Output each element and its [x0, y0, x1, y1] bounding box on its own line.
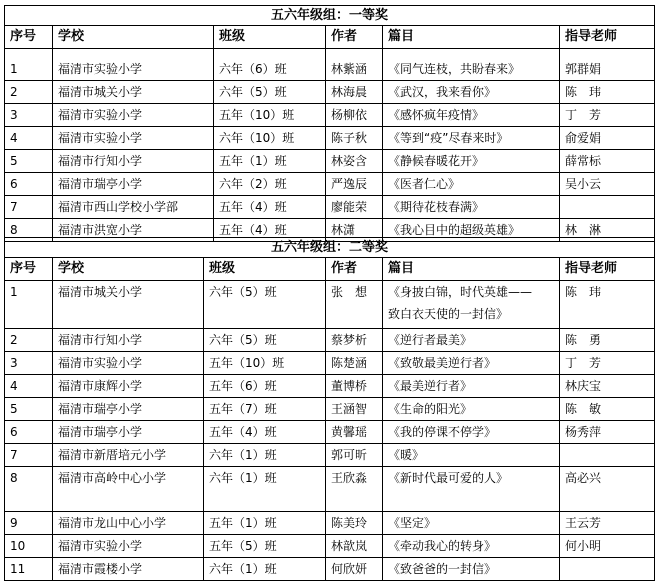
cell-author: 林海晨	[326, 81, 383, 104]
cell-num: 4	[5, 375, 53, 398]
cell-teacher: 林庆宝	[560, 375, 655, 398]
cell-teacher: 陈 敏	[560, 398, 655, 421]
cell-piece: 《等到“疫”尽春来时》	[383, 127, 560, 150]
cell-author: 董博桥	[326, 375, 383, 398]
section-title: 五六年级组：一等奖	[5, 6, 655, 26]
cell-school: 福清市行知小学	[53, 150, 214, 173]
cell-author: 杨柳依	[326, 104, 383, 127]
header-num: 序号	[5, 26, 53, 49]
header-school: 学校	[53, 26, 214, 49]
cell-author: 王涵智	[326, 398, 383, 421]
table-row	[5, 352, 655, 375]
table-row	[5, 81, 655, 104]
cell-class: 五年（7）班	[204, 398, 326, 421]
cell-teacher: 王云芳	[560, 512, 655, 535]
cell-class: 五年（10）班	[214, 104, 326, 127]
cell-class: 五年（6）班	[204, 375, 326, 398]
cell-teacher: 陈 玮	[560, 281, 655, 329]
cell-piece: 《致敬最美逆行者》	[383, 352, 560, 375]
cell-teacher: 杨秀萍	[560, 421, 655, 444]
cell-piece: 《致爸爸的一封信》	[383, 558, 560, 581]
header-row	[5, 258, 655, 281]
cell-author: 林潇	[326, 219, 383, 242]
cell-teacher: 林 淋	[560, 219, 655, 242]
cell-author: 黄馨瑶	[326, 421, 383, 444]
cell-num: 3	[5, 352, 53, 375]
section-title: 五六年级组：二等奖	[5, 238, 655, 258]
cell-school: 福清市实验小学	[53, 535, 204, 558]
piece-line-1: 《身披白锦，时代英雄——	[388, 285, 533, 299]
cell-school: 福清市实验小学	[53, 352, 204, 375]
cell-num: 1	[5, 49, 53, 81]
header-author: 作者	[326, 258, 383, 281]
cell-author: 何欣妍	[326, 558, 383, 581]
cell-author: 林紫涵	[326, 49, 383, 81]
cell-author: 陈美玲	[326, 512, 383, 535]
cell-num: 4	[5, 127, 53, 150]
cell-class: 六年（10）班	[214, 127, 326, 150]
cell-teacher: 郭群娟	[560, 49, 655, 81]
cell-author: 郭可昕	[326, 444, 383, 467]
second-prize-table	[4, 237, 655, 581]
cell-teacher: 陈 勇	[560, 329, 655, 352]
cell-teacher	[560, 558, 655, 581]
cell-piece: 《医者仁心》	[383, 173, 560, 196]
cell-school: 福清市城关小学	[53, 81, 214, 104]
cell-class: 六年（5）班	[214, 81, 326, 104]
header-author: 作者	[326, 26, 383, 49]
cell-teacher: 何小明	[560, 535, 655, 558]
cell-num: 7	[5, 444, 53, 467]
cell-school: 福清市龙山中心小学	[53, 512, 204, 535]
cell-class: 六年（6）班	[214, 49, 326, 81]
cell-num: 9	[5, 512, 53, 535]
cell-school: 福清市城关小学	[53, 281, 204, 329]
cell-class: 五年（10）班	[204, 352, 326, 375]
cell-author: 张 想	[326, 281, 383, 329]
cell-num: 11	[5, 558, 53, 581]
table-row	[5, 127, 655, 150]
cell-class: 六年（5）班	[204, 329, 326, 352]
table-row	[5, 281, 655, 329]
header-piece: 篇目	[383, 26, 560, 49]
table-row	[5, 421, 655, 444]
cell-school: 福清市新厝培元小学	[53, 444, 204, 467]
header-class: 班级	[214, 26, 326, 49]
table-row	[5, 49, 655, 81]
cell-num: 10	[5, 535, 53, 558]
cell-class: 五年（5）班	[204, 535, 326, 558]
cell-author: 陈子秋	[326, 127, 383, 150]
cell-piece: 《期待花枝春满》	[383, 196, 560, 219]
cell-teacher: 俞爱娟	[560, 127, 655, 150]
cell-piece: 《坚定》	[383, 512, 560, 535]
cell-school: 福清市西山学校小学部	[53, 196, 214, 219]
header-teacher: 指导老师	[560, 26, 655, 49]
cell-school: 福清市瑞亭小学	[53, 173, 214, 196]
cell-teacher: 高必兴	[560, 467, 655, 512]
cell-piece: 《逆行者最美》	[383, 329, 560, 352]
cell-piece: 《最美逆行者》	[383, 375, 560, 398]
cell-teacher: 丁 芳	[560, 104, 655, 127]
cell-num: 2	[5, 81, 53, 104]
table-row	[5, 444, 655, 467]
cell-school: 福清市实验小学	[53, 127, 214, 150]
cell-school: 福清市实验小学	[53, 49, 214, 81]
table-row	[5, 558, 655, 581]
table-row	[5, 329, 655, 352]
cell-school: 福清市洪宽小学	[53, 219, 214, 242]
header-teacher: 指导老师	[560, 258, 655, 281]
table-row	[5, 150, 655, 173]
cell-teacher: 薛常标	[560, 150, 655, 173]
cell-school: 福清市高岭中心小学	[53, 467, 204, 512]
cell-school: 福清市行知小学	[53, 329, 204, 352]
cell-num: 6	[5, 421, 53, 444]
cell-author: 林歆岚	[326, 535, 383, 558]
cell-class: 五年（4）班	[214, 196, 326, 219]
cell-author: 陈楚涵	[326, 352, 383, 375]
cell-school: 福清市霞楼小学	[53, 558, 204, 581]
cell-class: 五年（4）班	[204, 421, 326, 444]
cell-piece: 《新时代最可爱的人》	[383, 467, 560, 512]
cell-class: 六年（1）班	[204, 558, 326, 581]
cell-num: 1	[5, 281, 53, 329]
table-row	[5, 104, 655, 127]
cell-piece: 《暖》	[383, 444, 560, 467]
cell-num: 7	[5, 196, 53, 219]
table-row	[5, 512, 655, 535]
table-row	[5, 467, 655, 512]
cell-school: 福清市瑞亭小学	[53, 421, 204, 444]
cell-teacher: 丁 芳	[560, 352, 655, 375]
cell-piece: 《同气连枝，共盼春来》	[383, 49, 560, 81]
header-school: 学校	[53, 258, 204, 281]
cell-num: 2	[5, 329, 53, 352]
table-row	[5, 375, 655, 398]
cell-author: 严逸辰	[326, 173, 383, 196]
header-num: 序号	[5, 258, 53, 281]
table-row	[5, 196, 655, 219]
cell-num: 5	[5, 150, 53, 173]
cell-num: 8	[5, 219, 53, 242]
cell-class: 五年（1）班	[204, 512, 326, 535]
piece-line-2: 致白衣天使的一封信》	[388, 307, 509, 321]
cell-author: 廖能荣	[326, 196, 383, 219]
cell-teacher	[560, 444, 655, 467]
header-row	[5, 26, 655, 49]
first-prize-table	[4, 5, 655, 242]
cell-piece: 《生命的阳光》	[383, 398, 560, 421]
cell-piece: 《静候春暖花开》	[383, 150, 560, 173]
cell-class: 五年（4）班	[214, 219, 326, 242]
cell-teacher: 吴小云	[560, 173, 655, 196]
header-class: 班级	[204, 258, 326, 281]
cell-class: 六年（1）班	[204, 467, 326, 512]
cell-piece: 《我的停课不停学》	[383, 421, 560, 444]
cell-piece: 《我心目中的超级英雄》	[383, 219, 560, 242]
cell-num: 6	[5, 173, 53, 196]
cell-class: 六年（5）班	[204, 281, 326, 329]
cell-teacher	[560, 196, 655, 219]
header-piece: 篇目	[383, 258, 560, 281]
cell-piece	[383, 281, 560, 329]
cell-class: 六年（2）班	[214, 173, 326, 196]
cell-class: 五年（1）班	[214, 150, 326, 173]
cell-author: 王欣淼	[326, 467, 383, 512]
cell-author: 蔡梦析	[326, 329, 383, 352]
cell-author: 林姿含	[326, 150, 383, 173]
table-row	[5, 535, 655, 558]
cell-school: 福清市实验小学	[53, 104, 214, 127]
cell-class: 六年（1）班	[204, 444, 326, 467]
table-row	[5, 398, 655, 421]
cell-teacher: 陈 玮	[560, 81, 655, 104]
cell-piece: 《感怀疯年疫情》	[383, 104, 560, 127]
cell-piece: 《武汉，我来看你》	[383, 81, 560, 104]
cell-piece: 《牵动我心的转身》	[383, 535, 560, 558]
table-row	[5, 173, 655, 196]
cell-school: 福清市瑞亭小学	[53, 398, 204, 421]
cell-num: 8	[5, 467, 53, 512]
cell-num: 5	[5, 398, 53, 421]
cell-school: 福清市康辉小学	[53, 375, 204, 398]
cell-num: 3	[5, 104, 53, 127]
